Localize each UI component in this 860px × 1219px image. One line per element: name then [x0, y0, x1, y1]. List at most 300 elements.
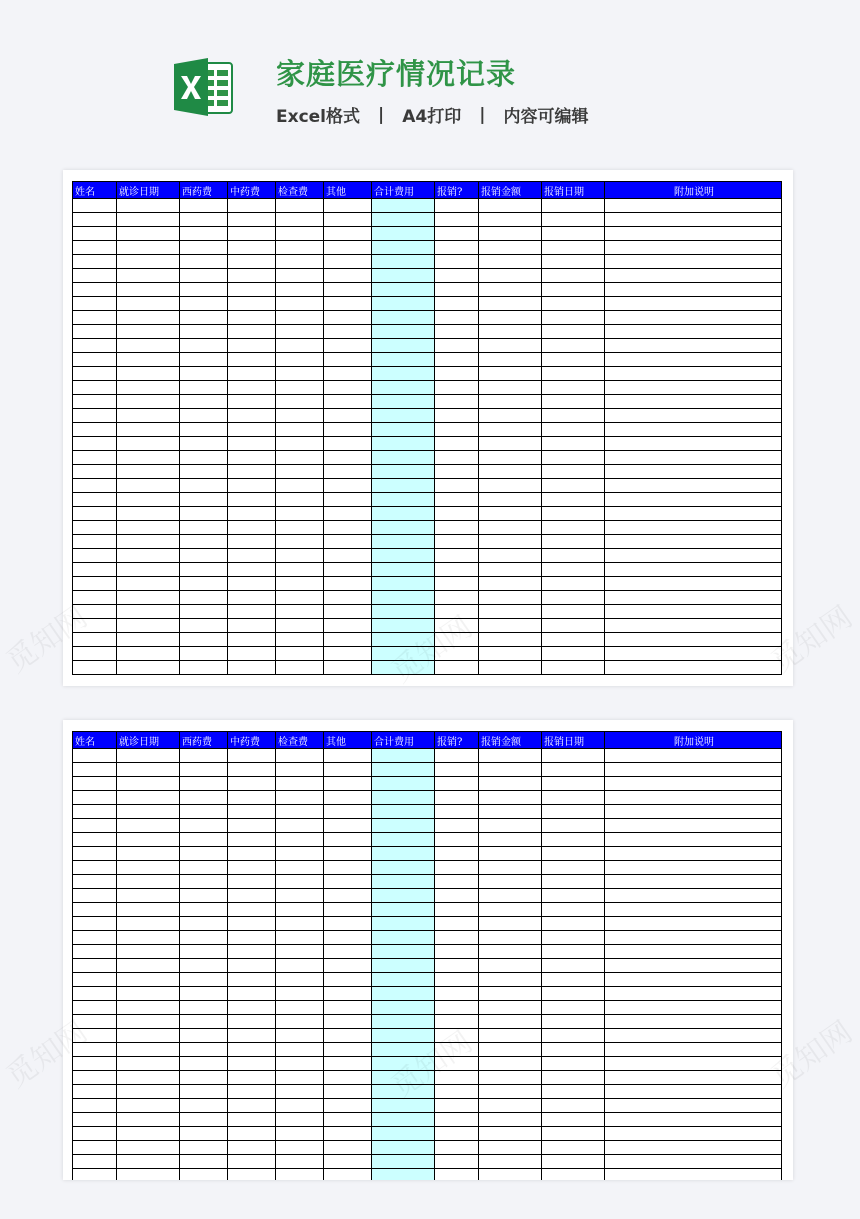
table-cell[interactable]: [180, 805, 228, 819]
table-cell[interactable]: [228, 777, 276, 791]
table-cell[interactable]: [479, 1043, 542, 1057]
table-cell[interactable]: [435, 959, 479, 973]
table-cell[interactable]: [73, 521, 117, 535]
table-cell[interactable]: [542, 1141, 605, 1155]
table-cell[interactable]: [180, 465, 228, 479]
table-cell[interactable]: [73, 1057, 117, 1071]
table-cell[interactable]: [228, 1057, 276, 1071]
table-cell[interactable]: [73, 465, 117, 479]
table-cell[interactable]: [479, 395, 542, 409]
table-cell[interactable]: [435, 311, 479, 325]
table-cell[interactable]: [180, 875, 228, 889]
table-cell[interactable]: [324, 647, 372, 661]
table-cell[interactable]: [180, 395, 228, 409]
table-cell[interactable]: [324, 409, 372, 423]
table-cell[interactable]: [605, 1057, 782, 1071]
table-cell[interactable]: [73, 791, 117, 805]
table-cell[interactable]: [479, 563, 542, 577]
table-cell[interactable]: [605, 805, 782, 819]
table-cell[interactable]: [117, 423, 180, 437]
table-cell[interactable]: [542, 465, 605, 479]
table-cell[interactable]: [542, 619, 605, 633]
table-cell[interactable]: [479, 1029, 542, 1043]
table-cell[interactable]: [542, 493, 605, 507]
table-cell[interactable]: [228, 437, 276, 451]
table-cell[interactable]: [324, 1099, 372, 1113]
table-cell[interactable]: [372, 409, 435, 423]
table-cell[interactable]: [324, 325, 372, 339]
table-cell[interactable]: [180, 353, 228, 367]
table-cell[interactable]: [180, 917, 228, 931]
table-cell[interactable]: [372, 339, 435, 353]
table-cell[interactable]: [276, 875, 324, 889]
table-cell[interactable]: [276, 749, 324, 763]
table-cell[interactable]: [542, 1127, 605, 1141]
table-cell[interactable]: [324, 1029, 372, 1043]
table-cell[interactable]: [435, 619, 479, 633]
table-cell[interactable]: [605, 959, 782, 973]
table-cell[interactable]: [542, 945, 605, 959]
table-cell[interactable]: [479, 605, 542, 619]
table-cell[interactable]: [435, 1169, 479, 1181]
table-cell[interactable]: [117, 395, 180, 409]
table-cell[interactable]: [372, 591, 435, 605]
table-cell[interactable]: [117, 1001, 180, 1015]
table-cell[interactable]: [324, 451, 372, 465]
table-cell[interactable]: [228, 325, 276, 339]
table-cell[interactable]: [435, 833, 479, 847]
table-cell[interactable]: [605, 199, 782, 213]
table-cell[interactable]: [276, 535, 324, 549]
table-cell[interactable]: [324, 199, 372, 213]
table-cell[interactable]: [324, 465, 372, 479]
table-cell[interactable]: [276, 1015, 324, 1029]
table-cell[interactable]: [73, 605, 117, 619]
table-cell[interactable]: [479, 507, 542, 521]
table-cell[interactable]: [228, 1029, 276, 1043]
table-cell[interactable]: [73, 903, 117, 917]
table-cell[interactable]: [228, 1085, 276, 1099]
table-cell[interactable]: [372, 241, 435, 255]
table-cell[interactable]: [372, 1127, 435, 1141]
table-cell[interactable]: [372, 1015, 435, 1029]
table-cell[interactable]: [73, 1141, 117, 1155]
table-cell[interactable]: [372, 437, 435, 451]
table-cell[interactable]: [117, 633, 180, 647]
table-cell[interactable]: [324, 1015, 372, 1029]
table-cell[interactable]: [117, 819, 180, 833]
table-cell[interactable]: [228, 661, 276, 675]
table-cell[interactable]: [372, 945, 435, 959]
table-cell[interactable]: [180, 987, 228, 1001]
table-cell[interactable]: [276, 269, 324, 283]
table-cell[interactable]: [605, 1029, 782, 1043]
table-cell[interactable]: [276, 255, 324, 269]
table-cell[interactable]: [605, 791, 782, 805]
table-cell[interactable]: [372, 1029, 435, 1043]
table-cell[interactable]: [605, 451, 782, 465]
table-cell[interactable]: [542, 227, 605, 241]
table-cell[interactable]: [276, 1113, 324, 1127]
table-cell[interactable]: [542, 1029, 605, 1043]
table-cell[interactable]: [435, 437, 479, 451]
table-cell[interactable]: [542, 661, 605, 675]
table-cell[interactable]: [180, 1085, 228, 1099]
table-cell[interactable]: [276, 1085, 324, 1099]
table-cell[interactable]: [372, 917, 435, 931]
table-cell[interactable]: [542, 255, 605, 269]
table-cell[interactable]: [479, 1127, 542, 1141]
table-cell[interactable]: [117, 535, 180, 549]
table-cell[interactable]: [180, 763, 228, 777]
table-cell[interactable]: [372, 1155, 435, 1169]
table-cell[interactable]: [605, 847, 782, 861]
table-cell[interactable]: [605, 1015, 782, 1029]
table-cell[interactable]: [324, 619, 372, 633]
table-cell[interactable]: [372, 549, 435, 563]
table-cell[interactable]: [228, 917, 276, 931]
table-cell[interactable]: [435, 507, 479, 521]
table-cell[interactable]: [435, 791, 479, 805]
table-cell[interactable]: [372, 423, 435, 437]
table-cell[interactable]: [73, 227, 117, 241]
table-cell[interactable]: [324, 945, 372, 959]
table-cell[interactable]: [73, 437, 117, 451]
table-cell[interactable]: [180, 1015, 228, 1029]
table-cell[interactable]: [372, 903, 435, 917]
table-cell[interactable]: [372, 959, 435, 973]
table-cell[interactable]: [73, 647, 117, 661]
table-cell[interactable]: [542, 1001, 605, 1015]
table-cell[interactable]: [372, 311, 435, 325]
table-cell[interactable]: [276, 819, 324, 833]
table-cell[interactable]: [372, 647, 435, 661]
table-cell[interactable]: [117, 1057, 180, 1071]
table-cell[interactable]: [605, 521, 782, 535]
table-cell[interactable]: [276, 661, 324, 675]
table-cell[interactable]: [117, 1043, 180, 1057]
table-cell[interactable]: [435, 1029, 479, 1043]
table-cell[interactable]: [117, 1127, 180, 1141]
table-cell[interactable]: [228, 199, 276, 213]
table-cell[interactable]: [180, 381, 228, 395]
table-cell[interactable]: [228, 1043, 276, 1057]
table-cell[interactable]: [605, 535, 782, 549]
table-cell[interactable]: [435, 409, 479, 423]
table-cell[interactable]: [605, 283, 782, 297]
table-cell[interactable]: [372, 563, 435, 577]
table-cell[interactable]: [479, 339, 542, 353]
table-cell[interactable]: [228, 479, 276, 493]
table-cell[interactable]: [276, 367, 324, 381]
table-cell[interactable]: [542, 819, 605, 833]
table-cell[interactable]: [435, 763, 479, 777]
table-cell[interactable]: [180, 945, 228, 959]
table-cell[interactable]: [180, 959, 228, 973]
table-cell[interactable]: [180, 563, 228, 577]
table-cell[interactable]: [372, 493, 435, 507]
table-cell[interactable]: [73, 479, 117, 493]
table-cell[interactable]: [276, 1043, 324, 1057]
table-cell[interactable]: [324, 395, 372, 409]
table-cell[interactable]: [372, 833, 435, 847]
table-cell[interactable]: [117, 959, 180, 973]
table-cell[interactable]: [479, 777, 542, 791]
table-cell[interactable]: [180, 283, 228, 297]
table-cell[interactable]: [73, 931, 117, 945]
table-cell[interactable]: [435, 605, 479, 619]
table-cell[interactable]: [73, 325, 117, 339]
table-cell[interactable]: [479, 549, 542, 563]
table-cell[interactable]: [372, 451, 435, 465]
table-cell[interactable]: [324, 381, 372, 395]
table-cell[interactable]: [73, 241, 117, 255]
table-cell[interactable]: [435, 1085, 479, 1099]
table-cell[interactable]: [605, 437, 782, 451]
table-cell[interactable]: [180, 861, 228, 875]
table-cell[interactable]: [542, 805, 605, 819]
table-cell[interactable]: [73, 1043, 117, 1057]
table-cell[interactable]: [479, 1099, 542, 1113]
table-cell[interactable]: [228, 763, 276, 777]
table-cell[interactable]: [479, 1113, 542, 1127]
table-cell[interactable]: [276, 227, 324, 241]
table-cell[interactable]: [73, 777, 117, 791]
table-cell[interactable]: [276, 917, 324, 931]
table-cell[interactable]: [117, 227, 180, 241]
table-cell[interactable]: [228, 255, 276, 269]
table-cell[interactable]: [542, 973, 605, 987]
table-cell[interactable]: [372, 987, 435, 1001]
table-cell[interactable]: [117, 847, 180, 861]
table-cell[interactable]: [228, 647, 276, 661]
table-cell[interactable]: [228, 791, 276, 805]
table-cell[interactable]: [324, 973, 372, 987]
table-cell[interactable]: [605, 819, 782, 833]
table-cell[interactable]: [479, 875, 542, 889]
table-cell[interactable]: [276, 945, 324, 959]
table-cell[interactable]: [479, 227, 542, 241]
table-cell[interactable]: [372, 777, 435, 791]
table-cell[interactable]: [479, 1085, 542, 1099]
table-cell[interactable]: [73, 987, 117, 1001]
table-cell[interactable]: [479, 269, 542, 283]
table-cell[interactable]: [73, 549, 117, 563]
table-cell[interactable]: [372, 255, 435, 269]
table-cell[interactable]: [542, 633, 605, 647]
table-cell[interactable]: [276, 931, 324, 945]
table-cell[interactable]: [605, 255, 782, 269]
table-cell[interactable]: [324, 493, 372, 507]
table-cell[interactable]: [435, 353, 479, 367]
table-cell[interactable]: [73, 1029, 117, 1043]
table-cell[interactable]: [542, 479, 605, 493]
table-cell[interactable]: [372, 283, 435, 297]
table-cell[interactable]: [180, 833, 228, 847]
table-cell[interactable]: [605, 875, 782, 889]
table-cell[interactable]: [542, 241, 605, 255]
table-cell[interactable]: [324, 311, 372, 325]
table-cell[interactable]: [228, 269, 276, 283]
table-cell[interactable]: [605, 325, 782, 339]
table-cell[interactable]: [228, 311, 276, 325]
table-cell[interactable]: [228, 381, 276, 395]
table-cell[interactable]: [605, 833, 782, 847]
table-cell[interactable]: [542, 311, 605, 325]
table-cell[interactable]: [180, 255, 228, 269]
table-cell[interactable]: [228, 395, 276, 409]
table-cell[interactable]: [228, 577, 276, 591]
table-cell[interactable]: [180, 1127, 228, 1141]
table-cell[interactable]: [228, 465, 276, 479]
table-cell[interactable]: [276, 791, 324, 805]
table-cell[interactable]: [542, 549, 605, 563]
table-cell[interactable]: [479, 903, 542, 917]
table-cell[interactable]: [479, 241, 542, 255]
table-cell[interactable]: [324, 861, 372, 875]
table-cell[interactable]: [435, 1043, 479, 1057]
table-cell[interactable]: [479, 521, 542, 535]
table-cell[interactable]: [73, 875, 117, 889]
table-cell[interactable]: [180, 199, 228, 213]
table-cell[interactable]: [180, 903, 228, 917]
table-cell[interactable]: [542, 605, 605, 619]
table-cell[interactable]: [479, 437, 542, 451]
table-cell[interactable]: [435, 1001, 479, 1015]
table-cell[interactable]: [228, 619, 276, 633]
table-cell[interactable]: [324, 1127, 372, 1141]
table-cell[interactable]: [180, 1155, 228, 1169]
table-cell[interactable]: [276, 987, 324, 1001]
table-cell[interactable]: [542, 889, 605, 903]
table-cell[interactable]: [73, 353, 117, 367]
table-cell[interactable]: [435, 1015, 479, 1029]
table-cell[interactable]: [435, 903, 479, 917]
table-cell[interactable]: [435, 987, 479, 1001]
table-cell[interactable]: [276, 451, 324, 465]
table-cell[interactable]: [324, 917, 372, 931]
table-cell[interactable]: [324, 791, 372, 805]
table-cell[interactable]: [605, 297, 782, 311]
table-cell[interactable]: [605, 1169, 782, 1181]
table-cell[interactable]: [180, 1043, 228, 1057]
table-cell[interactable]: [435, 661, 479, 675]
table-cell[interactable]: [180, 507, 228, 521]
table-cell[interactable]: [228, 1127, 276, 1141]
table-cell[interactable]: [372, 325, 435, 339]
table-cell[interactable]: [479, 213, 542, 227]
table-cell[interactable]: [117, 241, 180, 255]
table-cell[interactable]: [605, 311, 782, 325]
table-cell[interactable]: [372, 749, 435, 763]
table-cell[interactable]: [117, 1141, 180, 1155]
table-cell[interactable]: [117, 619, 180, 633]
table-cell[interactable]: [479, 591, 542, 605]
table-cell[interactable]: [117, 973, 180, 987]
table-cell[interactable]: [479, 619, 542, 633]
table-cell[interactable]: [228, 549, 276, 563]
table-cell[interactable]: [180, 311, 228, 325]
table-cell[interactable]: [372, 1043, 435, 1057]
table-cell[interactable]: [73, 661, 117, 675]
table-cell[interactable]: [435, 1141, 479, 1155]
table-cell[interactable]: [542, 777, 605, 791]
table-cell[interactable]: [180, 1099, 228, 1113]
table-cell[interactable]: [479, 297, 542, 311]
table-cell[interactable]: [435, 805, 479, 819]
table-cell[interactable]: [479, 917, 542, 931]
table-cell[interactable]: [228, 213, 276, 227]
table-cell[interactable]: [276, 1169, 324, 1181]
table-cell[interactable]: [73, 395, 117, 409]
table-cell[interactable]: [276, 889, 324, 903]
table-cell[interactable]: [372, 973, 435, 987]
table-cell[interactable]: [605, 549, 782, 563]
table-cell[interactable]: [372, 819, 435, 833]
table-cell[interactable]: [117, 311, 180, 325]
table-cell[interactable]: [435, 549, 479, 563]
table-cell[interactable]: [435, 535, 479, 549]
table-cell[interactable]: [542, 987, 605, 1001]
table-cell[interactable]: [228, 1169, 276, 1181]
table-cell[interactable]: [117, 1071, 180, 1085]
table-cell[interactable]: [276, 493, 324, 507]
table-cell[interactable]: [479, 465, 542, 479]
table-cell[interactable]: [276, 847, 324, 861]
table-cell[interactable]: [324, 1071, 372, 1085]
table-cell[interactable]: [542, 1085, 605, 1099]
table-cell[interactable]: [542, 1043, 605, 1057]
table-cell[interactable]: [228, 493, 276, 507]
table-cell[interactable]: [542, 791, 605, 805]
table-cell[interactable]: [73, 1085, 117, 1099]
table-cell[interactable]: [228, 833, 276, 847]
table-cell[interactable]: [117, 889, 180, 903]
table-cell[interactable]: [228, 973, 276, 987]
table-cell[interactable]: [117, 1155, 180, 1169]
table-cell[interactable]: [324, 931, 372, 945]
table-cell[interactable]: [542, 521, 605, 535]
table-cell[interactable]: [324, 1085, 372, 1099]
table-cell[interactable]: [542, 381, 605, 395]
table-cell[interactable]: [276, 1071, 324, 1085]
table-cell[interactable]: [73, 493, 117, 507]
table-cell[interactable]: [276, 521, 324, 535]
table-cell[interactable]: [276, 1057, 324, 1071]
table-cell[interactable]: [180, 1113, 228, 1127]
table-cell[interactable]: [372, 479, 435, 493]
table-cell[interactable]: [542, 199, 605, 213]
table-cell[interactable]: [228, 353, 276, 367]
table-cell[interactable]: [324, 833, 372, 847]
table-cell[interactable]: [542, 917, 605, 931]
table-cell[interactable]: [605, 591, 782, 605]
table-cell[interactable]: [542, 861, 605, 875]
table-cell[interactable]: [605, 493, 782, 507]
table-cell[interactable]: [479, 661, 542, 675]
table-cell[interactable]: [180, 619, 228, 633]
table-cell[interactable]: [228, 535, 276, 549]
table-cell[interactable]: [73, 283, 117, 297]
table-cell[interactable]: [435, 381, 479, 395]
table-cell[interactable]: [228, 367, 276, 381]
table-cell[interactable]: [180, 227, 228, 241]
table-cell[interactable]: [180, 409, 228, 423]
table-cell[interactable]: [605, 931, 782, 945]
table-cell[interactable]: [180, 661, 228, 675]
table-cell[interactable]: [73, 507, 117, 521]
table-cell[interactable]: [479, 847, 542, 861]
